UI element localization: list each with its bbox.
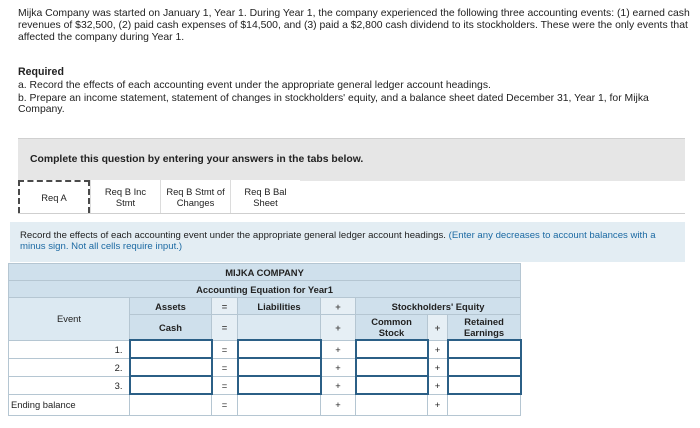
liabilities-input[interactable] [239,359,320,375]
liabilities-subheader [238,315,321,341]
required-heading: Required [18,66,64,78]
common-stock-cell[interactable] [356,376,428,394]
retained-earnings-input[interactable] [449,377,520,393]
requirement-tabs [18,176,300,214]
complete-instructions-bar [18,138,685,181]
tab-req-b-stmt-changes[interactable] [160,180,230,213]
table-subtitle: Accounting Equation for Year1 [9,281,521,298]
instructions-note: (Enter any decreases to account balances with a minus sign. Not all cells require input.) [20,230,656,252]
cash-total-cell [130,394,212,415]
plus-sign: + [428,358,448,376]
company-name: MIJKA COMPANY [9,264,521,281]
retained-earnings-input[interactable] [449,341,520,357]
retained-earnings-header [448,315,521,341]
common-stock-cell[interactable] [356,340,428,358]
tab-label: Req B Inc [104,185,147,197]
accounting-equation-table [8,263,522,416]
liabilities-cell[interactable] [238,376,321,394]
liabilities-cell[interactable] [238,340,321,358]
cash-header: Cash [130,315,212,341]
plus-sign: + [428,376,448,394]
retained-earnings-line2: Earnings [463,327,505,338]
tab-req-b-inc-stmt[interactable] [90,180,160,213]
equals-sign: = [212,298,238,315]
equals-sign: = [212,315,238,341]
common-stock-input[interactable] [357,341,427,357]
plus-sign: + [321,340,356,358]
cash-cell[interactable] [130,358,212,376]
plus-sign: + [321,376,356,394]
tab-req-b-bal-sheet[interactable] [230,180,300,213]
retained-earnings-cell[interactable] [448,358,521,376]
cash-input[interactable] [131,377,211,393]
equals-sign: = [212,358,238,376]
tab-label: Req B Bal [244,185,287,197]
tab-label: Req B Stmt of [166,185,225,197]
stockholders-equity-header: Stockholders' Equity [356,298,521,315]
event-label: 2. [9,358,130,376]
plus-sign: + [321,298,356,315]
cash-input[interactable] [131,341,211,357]
table-row [9,340,521,358]
cash-cell[interactable] [130,340,212,358]
liabilities-input[interactable] [239,377,320,393]
instructions-main: Record the effects of each accounting event under the appropriate general ledger account headings. [20,230,449,241]
plus-sign: + [321,358,356,376]
retained-earnings-total-cell [448,394,521,415]
plus-sign: + [428,394,448,415]
assets-header: Assets [130,298,212,315]
equals-sign: = [212,340,238,358]
cash-input[interactable] [131,359,211,375]
equals-sign: = [212,394,238,415]
event-label: 1. [9,340,130,358]
tab-label-line2: Sheet [253,196,278,208]
plus-sign: + [428,315,448,341]
table-row [9,394,521,415]
plus-sign: + [428,340,448,358]
plus-sign: + [321,315,356,341]
common-stock-cell[interactable] [356,358,428,376]
common-stock-line1: Common [371,316,412,327]
liabilities-cell[interactable] [238,358,321,376]
common-stock-line2: Stock [378,327,405,338]
retained-earnings-input[interactable] [449,359,520,375]
instructions-panel [10,222,685,262]
liabilities-header: Liabilities [238,298,321,315]
instructions-text [20,230,670,252]
plus-sign: + [321,394,356,415]
table-row [9,358,521,376]
retained-earnings-cell[interactable] [448,376,521,394]
event-header: Event [9,298,130,341]
retained-earnings-line1: Retained [464,316,504,327]
retained-earnings-cell[interactable] [448,340,521,358]
tab-divider [18,213,685,214]
required-part-b: b. Prepare an income statement, statement of changes in stockholders' equity, and a balance sheet dated December 31, Year 1, for Mijka Company. [18,93,649,115]
ending-balance-label: Ending balance [9,394,130,415]
liabilities-total-cell [238,394,321,415]
tab-label-line2: Changes [176,196,215,208]
common-stock-input[interactable] [357,377,427,393]
common-stock-total-cell [356,394,428,415]
complete-instructions-text: Complete this question by entering your answers in the tabs below. [30,154,364,165]
table-row [9,376,521,394]
tab-label-line2: Stmt [115,196,136,208]
tab-req-a[interactable] [18,180,90,213]
common-stock-header [356,315,428,341]
liabilities-input[interactable] [239,341,320,357]
event-label: 3. [9,376,130,394]
problem-intro: Mijka Company was started on January 1, Year 1. During Year 1, the company experienced the following three accounting events: (1) earned cash revenues of $32,500, (2) paid cash expenses of $14,500, and (3) paid a $2,800 cash dividend to its stockholders. These were the only events that affected the company during Year 1. [18,8,690,43]
tab-label: Req A [41,192,67,203]
equals-sign: = [212,376,238,394]
common-stock-input[interactable] [357,359,427,375]
required-part-a: a. Record the effects of each accounting event under the appropriate general ledger account headings. [18,80,491,91]
cash-cell[interactable] [130,376,212,394]
